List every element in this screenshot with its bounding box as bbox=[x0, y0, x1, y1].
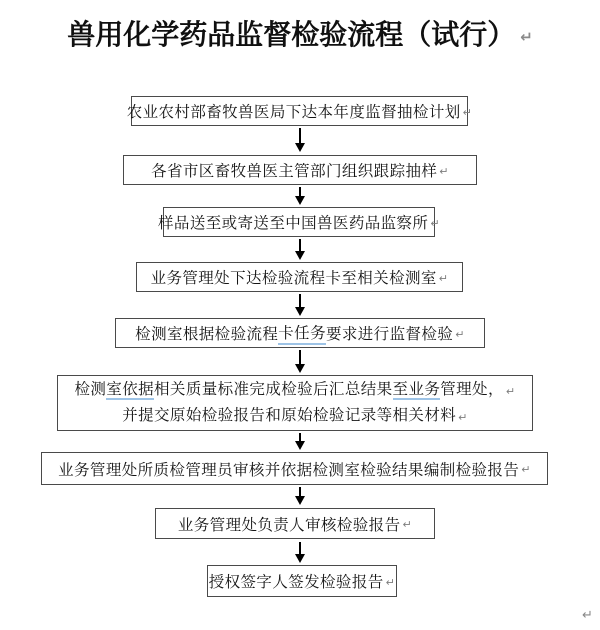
flow-step-text: 业务管理处下达检验流程卡至相关检测室 bbox=[150, 270, 437, 287]
down-arrow-icon bbox=[295, 239, 305, 260]
arrow-stem bbox=[299, 542, 302, 554]
return-mark-icon: ↵ bbox=[385, 575, 396, 589]
flow-step-provincial-sampling bbox=[123, 155, 477, 185]
page-title bbox=[0, 13, 600, 53]
down-arrow-icon bbox=[295, 294, 305, 316]
arrow-head bbox=[295, 307, 305, 316]
flow-step-text: 农业农村部畜牧兽医局下达本年度监督抽检计划 bbox=[126, 104, 461, 121]
flow-step-text: 管理处， bbox=[440, 381, 504, 398]
arrow-head bbox=[295, 196, 305, 205]
flow-step-annual-plan bbox=[126, 96, 473, 126]
flow-step-text: 业务管理处所质检管理员审核并依据检测室检验结果编制检验报告 bbox=[58, 461, 520, 479]
flow-step-report-signing bbox=[207, 565, 397, 597]
arrow-head bbox=[295, 251, 305, 260]
flow-step-process-card bbox=[136, 262, 463, 292]
return-mark-icon: ↵ bbox=[462, 105, 473, 119]
return-mark-icon: ↵ bbox=[438, 271, 449, 285]
down-arrow-icon bbox=[295, 542, 305, 563]
arrow-head bbox=[295, 364, 305, 373]
flow-step-text: 业务管理处负责人审核检验报告 bbox=[177, 516, 401, 534]
down-arrow-icon bbox=[295, 433, 305, 450]
flow-step-sample-delivery bbox=[158, 207, 440, 237]
arrow-head bbox=[295, 554, 305, 563]
flow-step-text: 样品送至或寄送至中国兽医药品监察所 bbox=[158, 215, 429, 232]
arrow-head bbox=[295, 496, 305, 505]
arrow-stem bbox=[299, 350, 302, 364]
return-mark-icon: ↵ bbox=[455, 327, 465, 341]
arrow-stem bbox=[299, 433, 302, 441]
flow-step-report-review bbox=[155, 508, 435, 539]
return-mark-icon: ↵ bbox=[520, 28, 533, 46]
return-mark-icon: ↵ bbox=[505, 385, 516, 398]
arrow-stem bbox=[299, 294, 302, 307]
page-title-text: 兽用化学药品监督检验流程（试行） bbox=[67, 20, 516, 51]
grammar-check-underline: 室依据 bbox=[106, 381, 155, 398]
return-mark-icon: ↵ bbox=[458, 411, 468, 424]
flow-step-text: 要求进行监督检验 bbox=[325, 326, 454, 343]
return-mark-icon: ↵ bbox=[582, 608, 593, 623]
grammar-check-underline: 至业务 bbox=[392, 381, 441, 398]
flow-step-line-1 bbox=[75, 377, 516, 403]
flow-step-text: 检测 bbox=[74, 381, 107, 398]
flow-step-text: 并提交原始检验报告和原始检验记录等相关材料 bbox=[122, 407, 457, 424]
flow-step-supervision-test bbox=[115, 318, 485, 348]
arrow-head bbox=[295, 441, 305, 450]
down-arrow-icon bbox=[295, 350, 305, 373]
return-mark-icon: ↵ bbox=[402, 518, 413, 531]
grammar-check-underline: 卡任务 bbox=[278, 321, 326, 345]
flow-step-line-2 bbox=[122, 403, 468, 429]
arrow-stem bbox=[299, 187, 302, 196]
flow-step-text: 各省市区畜牧兽医主管部门组织跟踪抽样 bbox=[151, 163, 438, 180]
arrow-stem bbox=[299, 128, 302, 143]
down-arrow-icon bbox=[295, 487, 305, 505]
flow-step-text: 相关质量标准完成检验后汇总结果 bbox=[154, 381, 393, 398]
arrow-stem bbox=[299, 487, 302, 496]
flow-step-text: 检测室根据检验流程 bbox=[135, 326, 279, 343]
return-mark-icon: ↵ bbox=[521, 463, 531, 476]
return-mark-icon: ↵ bbox=[430, 216, 440, 230]
return-mark-icon: ↵ bbox=[439, 164, 449, 178]
arrow-head bbox=[295, 143, 305, 152]
flow-step-text: 授权签字人签发检验报告 bbox=[208, 574, 384, 591]
down-arrow-icon bbox=[295, 128, 305, 152]
flow-step-report-compilation bbox=[41, 452, 548, 485]
down-arrow-icon bbox=[295, 187, 305, 205]
arrow-stem bbox=[299, 239, 302, 251]
flow-step-result-summary bbox=[57, 375, 533, 431]
